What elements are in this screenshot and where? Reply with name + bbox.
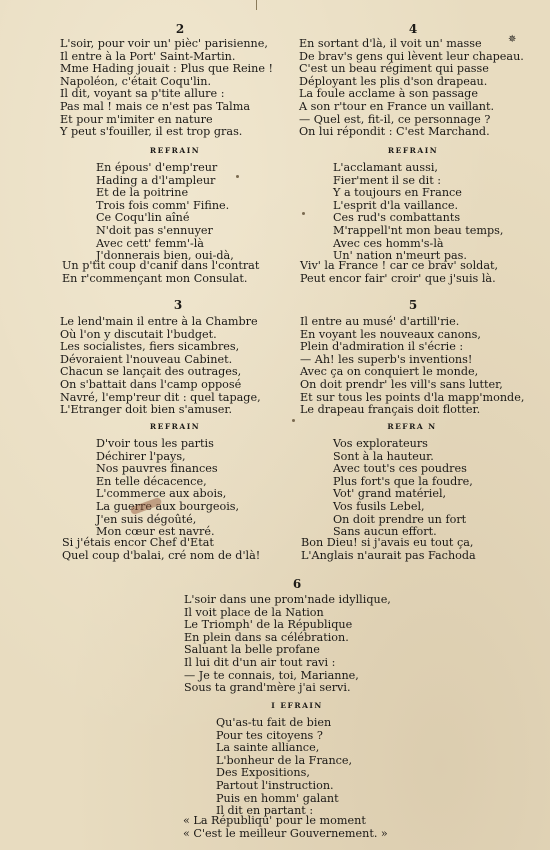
paper-speck bbox=[236, 175, 239, 178]
refrain-line: Ces rud's combattants bbox=[333, 211, 461, 225]
refrain-6 bbox=[216, 717, 352, 818]
verse-line: On s'battait dans l'camp opposé bbox=[60, 377, 242, 391]
stanza-number: 3 bbox=[173, 298, 183, 312]
refrain-line: Avec ces homm's-là bbox=[333, 236, 444, 250]
refrain-line: Mon cœur est navré. bbox=[96, 525, 215, 539]
refrain-line: Vot' grand matériel, bbox=[333, 487, 447, 501]
verse-line: Y peut s'fouiller, il est trop gras. bbox=[60, 125, 243, 139]
verse-line: Mme Hading jouait : Plus que Reine ! bbox=[60, 62, 274, 76]
refrain-3 bbox=[96, 438, 239, 539]
refrain-line: Plus fort's que la foudre, bbox=[333, 474, 473, 488]
refrain-line: N'doit pas s'ennuyer bbox=[96, 223, 213, 237]
verse-line: Et pour m'imiter en nature bbox=[60, 112, 213, 126]
refrain-line: En telle décacence, bbox=[96, 474, 207, 488]
verse-line: Où l'on y discutait l'budget. bbox=[60, 327, 217, 341]
verse-line: Un p'tit coup d'canif dans l'contrat bbox=[62, 259, 260, 272]
verse-line: Saluant la belle profane bbox=[184, 643, 320, 657]
verse-line: Navré, l'emp'reur dit : quel tapage, bbox=[60, 390, 261, 404]
refrain-title: I EFRAIN bbox=[271, 701, 323, 710]
verse-line: Le drapeau français doit flotter. bbox=[300, 403, 481, 417]
paper-speck bbox=[292, 419, 295, 422]
verse-line: — Je te connais, toi, Marianne, bbox=[184, 668, 359, 682]
verse-line: Déployant les plis d'son drapeau. bbox=[299, 74, 488, 88]
refrain-line: Avec cett' femm'-là bbox=[96, 236, 204, 250]
verse-line: Bon Dieu! si j'avais eu tout ça, bbox=[301, 536, 474, 549]
verse-line: Il dit, voyant sa p'tite allure : bbox=[60, 87, 225, 101]
refrain-line: Vos fusils Lebel, bbox=[333, 499, 425, 513]
refrain-line: Ce Coqu'lin aîné bbox=[96, 211, 190, 225]
verse-line: En voyant les nouveaux canons, bbox=[300, 327, 481, 341]
verse-line: Le lend'main il entre à la Chambre bbox=[60, 315, 258, 328]
verse-line: L'Anglais n'aurait pas Fachoda bbox=[301, 548, 476, 562]
refrain-line: Puis en homm' galant bbox=[216, 791, 339, 805]
verse-line: C'est un beau régiment qui passe bbox=[299, 62, 489, 76]
refrain-5 bbox=[333, 438, 473, 539]
verse-line: Chacun se lançait des outrages, bbox=[60, 365, 242, 379]
verse-line: — Quel est, fit-il, ce personnage ? bbox=[299, 112, 491, 126]
refrain-title: REFRA N bbox=[387, 422, 437, 431]
refrain-line: J'donnerais bien, oui-dà, bbox=[96, 249, 234, 263]
stanza-number: 6 bbox=[292, 577, 302, 591]
refrain-line: La guerre aux bourgeois, bbox=[96, 499, 240, 513]
verse-line: Napoléon, c'était Coqu'lin. bbox=[60, 74, 212, 88]
verse-line: — Ah! les superb's inventions! bbox=[300, 352, 473, 366]
stanza-number: 5 bbox=[408, 298, 418, 312]
refrain-line: Y a toujours en France bbox=[333, 186, 462, 200]
verse-line: On doit prendr' les vill's sans lutter, bbox=[300, 377, 503, 391]
verse-line: Il lui dit d'un air tout ravi : bbox=[184, 655, 336, 669]
verse-line: Avec ça on conquiert le monde, bbox=[300, 365, 479, 379]
verse-line: En plein dans sa célébration. bbox=[184, 630, 349, 644]
verse-line: En r'commençant mon Consulat. bbox=[62, 271, 248, 285]
refrain-title: REFRAIN bbox=[149, 146, 201, 155]
verse-line: L'soir dans une prom'nade idyllique, bbox=[184, 593, 391, 606]
refrain-line: Déchirer l'pays, bbox=[96, 449, 186, 463]
stanza-2-tail bbox=[62, 260, 259, 285]
page-number-left: 2 bbox=[175, 22, 185, 36]
page-number-right: 4 bbox=[408, 22, 418, 36]
stanza-5 bbox=[300, 316, 524, 417]
verse-line: Il entre à la Port' Saint-Martin. bbox=[60, 49, 236, 63]
verse-line: Si j'étais encor Chef d'Etat bbox=[62, 536, 214, 549]
refrain-line: Vos explorateurs bbox=[333, 437, 428, 450]
verse-line: Il voit place de la Nation bbox=[184, 605, 324, 619]
verse-line: Viv' la France ! car ce brav' soldat, bbox=[300, 259, 499, 272]
refrain-line: L'acclamant aussi, bbox=[333, 161, 438, 174]
refrain-title: REFRAIN bbox=[149, 422, 201, 431]
verse-line: A son r'tour en France un vaillant. bbox=[299, 99, 495, 113]
verse-line: « C'est le meilleur Gouvernement. » bbox=[183, 826, 388, 840]
refrain-title: REFRAIN bbox=[387, 146, 439, 155]
refrain-line: L'esprit d'la vaillance. bbox=[333, 198, 459, 212]
stanza-3 bbox=[60, 316, 261, 417]
verse-line: De brav's gens qui lèvent leur chapeau. bbox=[299, 49, 524, 63]
stanza-4 bbox=[299, 38, 524, 139]
verse-line: L'soir, pour voir un' pièc' parisienne, bbox=[60, 37, 268, 50]
page-mark-icon: ✵ bbox=[508, 34, 517, 45]
verse-line: L'Etranger doit bien s'amuser. bbox=[60, 403, 233, 417]
verse-line: Quel coup d'balai, cré nom de d'là! bbox=[62, 548, 261, 562]
verse-line: Peut encor fair' croir' que j'suis là. bbox=[300, 271, 496, 285]
verse-line: « La Républiqu' pour le moment bbox=[183, 814, 366, 827]
verse-line: En sortant d'là, il voit un' masse bbox=[299, 37, 482, 50]
verse-line: La foule acclame à son passage bbox=[299, 87, 478, 101]
refrain-line: La sainte alliance, bbox=[216, 741, 320, 755]
refrain-2 bbox=[96, 162, 234, 263]
refrain-line: Pour tes citoyens ? bbox=[216, 728, 323, 742]
verse-line: Dévoraient l'nouveau Cabinet. bbox=[60, 352, 233, 366]
refrain-line: D'voir tous les partis bbox=[96, 437, 214, 450]
stanza-6-tail bbox=[183, 815, 388, 840]
stanza-2 bbox=[60, 38, 273, 139]
verse-line: Les socialistes, fiers sicambres, bbox=[60, 340, 240, 354]
verse-line: Pas mal ! mais ce n'est pas Talma bbox=[60, 99, 250, 113]
refrain-line: Hading a d'l'ampleur bbox=[96, 173, 216, 187]
verse-line: Il entre au musé' d'artill'rie. bbox=[300, 315, 460, 328]
refrain-line: L'commerce aux abois, bbox=[96, 487, 227, 501]
verse-line: Et sur tous les points d'la mapp'monde, bbox=[300, 390, 525, 404]
verse-line: Le Triomph' de la République bbox=[184, 618, 353, 632]
refrain-line: Des Expositions, bbox=[216, 766, 310, 780]
refrain-line: L'bonheur de la France, bbox=[216, 753, 353, 767]
verse-line: On lui répondit : C'est Marchand. bbox=[299, 125, 490, 139]
refrain-line: Trois fois comm' Fifine. bbox=[96, 198, 230, 212]
refrain-4 bbox=[333, 162, 503, 263]
refrain-line: J'en suis dégoûté, bbox=[96, 512, 197, 526]
stanza-3-tail bbox=[62, 537, 260, 562]
verse-line: Sous ta grand'mère j'ai servi. bbox=[184, 681, 351, 695]
refrain-line: Un' nation n'meurt pas. bbox=[333, 249, 467, 263]
refrain-line: Il dit en partant : bbox=[216, 804, 314, 818]
refrain-line: Sans aucun effort. bbox=[333, 525, 437, 539]
refrain-line: Sont à la hauteur. bbox=[333, 449, 434, 463]
stanza-4-tail bbox=[300, 260, 498, 285]
refrain-line: On doit prendre un fort bbox=[333, 512, 467, 526]
paper-speck bbox=[302, 212, 305, 215]
fold-mark bbox=[256, 0, 257, 10]
refrain-line: Avec tout's ces poudres bbox=[333, 462, 467, 476]
refrain-line: M'rappell'nt mon beau temps, bbox=[333, 223, 504, 237]
refrain-line: Qu'as-tu fait de bien bbox=[216, 716, 332, 729]
refrain-line: En épous' d'emp'reur bbox=[96, 161, 218, 174]
refrain-line: Partout l'instruction. bbox=[216, 778, 334, 792]
refrain-line: Fier'ment il se dit : bbox=[333, 173, 442, 187]
stanza-5-tail bbox=[301, 537, 476, 562]
refrain-line: Nos pauvres finances bbox=[96, 462, 218, 476]
stanza-6 bbox=[184, 594, 391, 695]
refrain-line: Et de la poitrine bbox=[96, 186, 189, 200]
verse-line: Plein d'admiration il s'écrie : bbox=[300, 340, 464, 354]
